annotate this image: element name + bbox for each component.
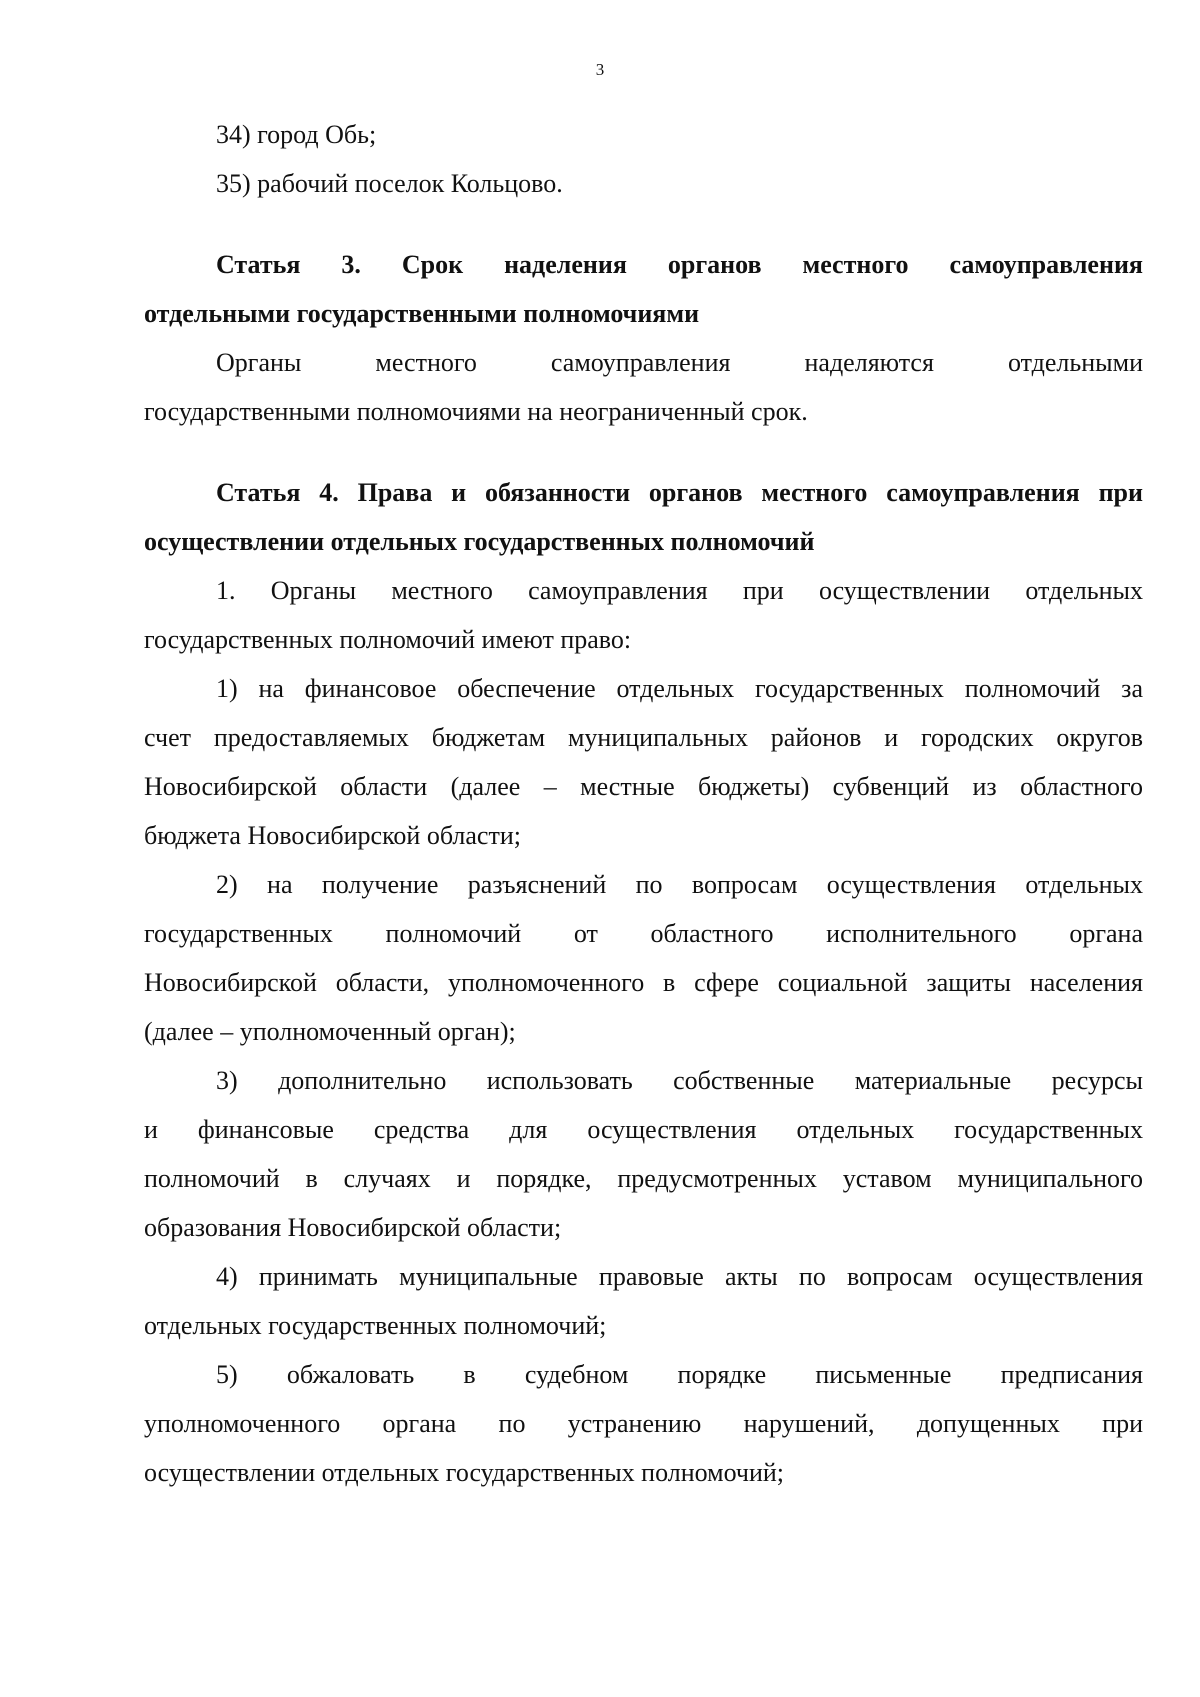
article4-item5-line3: осуществлении отдельных государственных полномочий;: [144, 1458, 785, 1487]
article4-heading-line1: Статья 4. Права и обязанности органов местного самоуправления при: [216, 478, 1143, 507]
article4-heading-line2: осуществлении отдельных государственных полномочий: [144, 527, 815, 556]
article4-item2-line3: Новосибирской области, уполномоченного в сфере социальной защиты населения: [144, 968, 1143, 997]
article3-heading-line1: Статья 3. Срок наделения органов местного самоуправления: [216, 250, 1143, 279]
article4-point1-line1: 1. Органы местного самоуправления при осуществлении отдельных: [216, 576, 1143, 605]
article4-item3-line3: полномочий в случаях и порядке, предусмотренных уставом муниципального: [144, 1164, 1143, 1193]
article4-item1-line4: бюджета Новосибирской области;: [144, 821, 521, 850]
section-gap: [144, 436, 1143, 468]
article4-item3-line4: образования Новосибирской области;: [144, 1213, 562, 1242]
article4-item5-line2: уполномоченного органа по устранению нарушений, допущенных при: [144, 1409, 1143, 1438]
page-number: 3: [595, 60, 605, 79]
article4-item2-line1: 2) на получение разъяснений по вопросам осуществления отдельных: [216, 870, 1143, 899]
article4-item3-line1: 3) дополнительно использовать собственные материальные ресурсы: [216, 1066, 1143, 1095]
article4-item1-line2: счет предоставляемых бюджетам муниципальных районов и городских округов: [144, 723, 1143, 752]
list-item: 34) город Обь;: [216, 120, 377, 149]
article3-paragraph-line2: государственными полномочиями на неограниченный срок.: [144, 397, 808, 426]
list-item: 35) рабочий поселок Кольцово.: [216, 169, 563, 198]
article4-item1-line1: 1) на финансовое обеспечение отдельных государственных полномочий за: [216, 674, 1143, 703]
article4-item4-line1: 4) принимать муниципальные правовые акты по вопросам осуществления: [216, 1262, 1143, 1291]
article4-item3-line2: и финансовые средства для осуществления отдельных государственных: [144, 1115, 1143, 1144]
article3-paragraph-line1: Органы местного самоуправления наделяются отдельными: [216, 348, 1143, 377]
document-body: [144, 110, 1143, 1497]
article4-item2-line4: (далее – уполномоченный орган);: [144, 1017, 516, 1046]
article4-item4-line2: отдельных государственных полномочий;: [144, 1311, 607, 1340]
section-gap: [144, 208, 1143, 240]
article3-heading-line2: отдельными государственными полномочиями: [144, 299, 700, 328]
article4-item2-line2: государственных полномочий от областного исполнительного органа: [144, 919, 1143, 948]
article4-item1-line3: Новосибирской области (далее – местные бюджеты) субвенций из областного: [144, 772, 1143, 801]
article4-point1-line2: государственных полномочий имеют право:: [144, 625, 632, 654]
article4-item5-line1: 5) обжаловать в судебном порядке письменные предписания: [216, 1360, 1143, 1389]
